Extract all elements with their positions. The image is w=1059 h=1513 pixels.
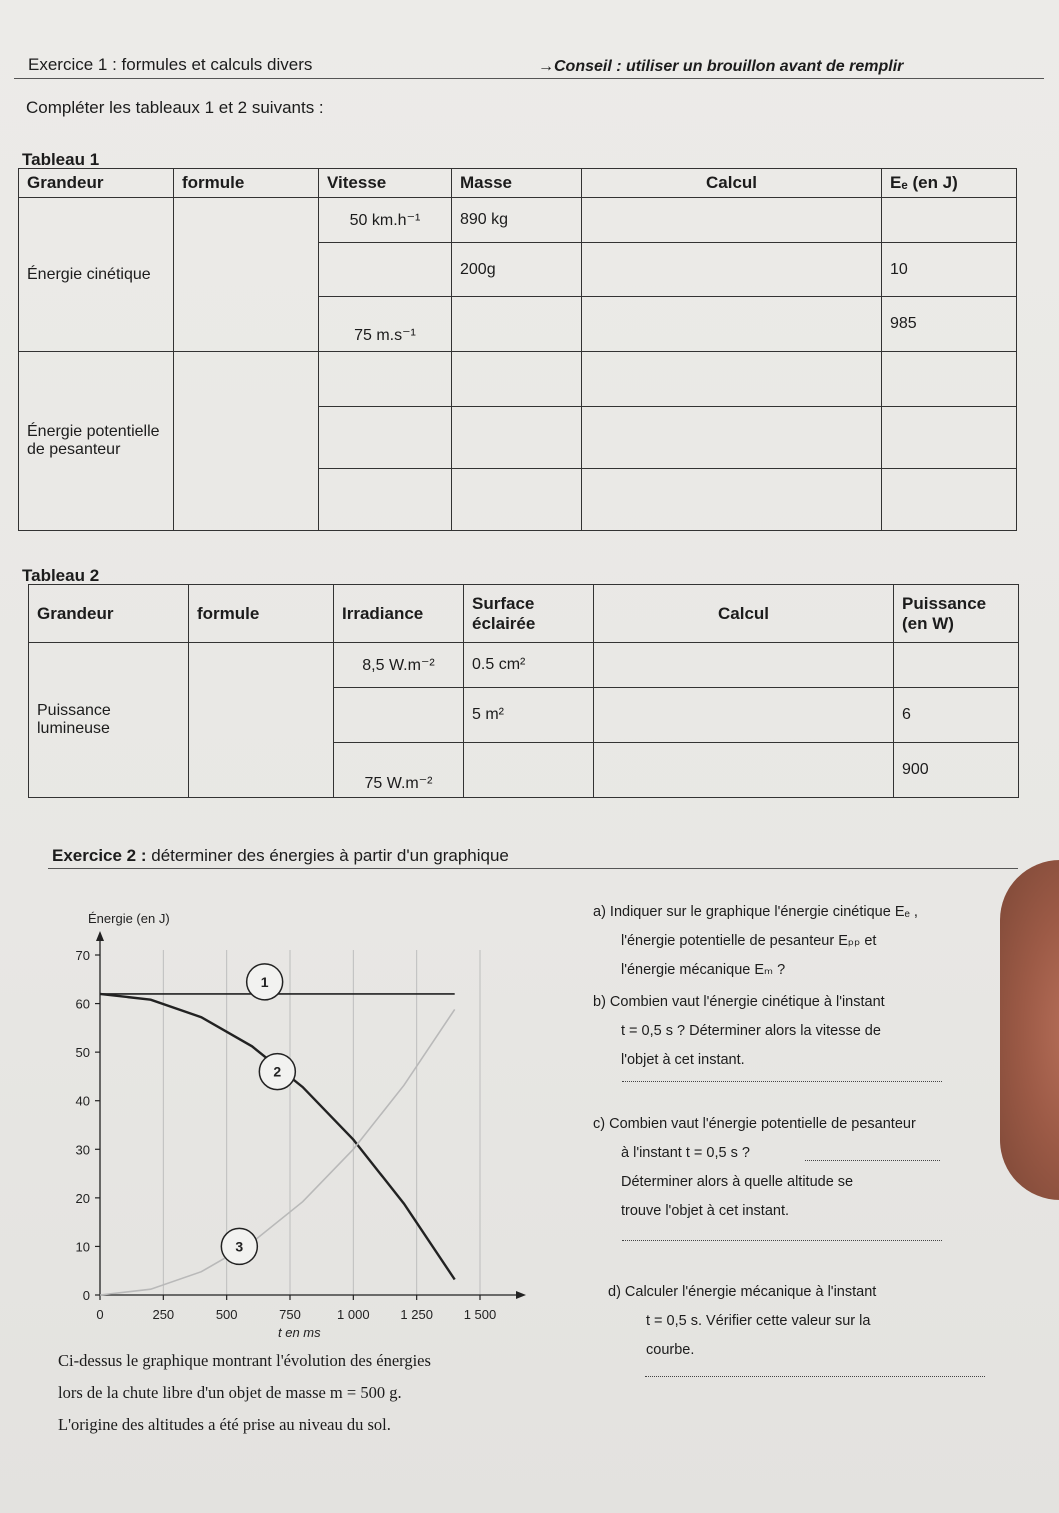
question-a bbox=[593, 898, 918, 985]
table-cell: 200g bbox=[452, 243, 582, 297]
table1-kinetic-formula[interactable] bbox=[174, 198, 319, 352]
table-cell[interactable] bbox=[882, 198, 1017, 243]
table2-header-formule: formule bbox=[189, 585, 334, 643]
series-line-2 bbox=[100, 994, 455, 1280]
y-axis-label: Énergie (en J) bbox=[88, 911, 170, 926]
table2-title: Tableau 2 bbox=[22, 566, 100, 585]
table-cell-empty[interactable] bbox=[594, 688, 894, 743]
table-cell: 5 m² bbox=[464, 688, 594, 743]
x-tick-label: 500 bbox=[215, 1307, 238, 1322]
question-d bbox=[608, 1278, 876, 1365]
table-cell-empty[interactable] bbox=[882, 407, 1017, 469]
x-tick-label: 1 000 bbox=[337, 1307, 370, 1322]
exercise1-instruction: Compléter les tableaux 1 et 2 suivants : bbox=[26, 98, 324, 117]
exercise1-title: Exercice 1 : formules et calculs divers bbox=[28, 55, 313, 74]
table-cell-empty[interactable] bbox=[319, 243, 452, 297]
table-cell: 50 km.h⁻¹ bbox=[319, 198, 452, 243]
table-cell-empty[interactable] bbox=[582, 198, 882, 243]
question-c-line3: Déterminer alors à quelle altitude se bbox=[621, 1174, 854, 1190]
table2-header-surface: Surface éclairée bbox=[464, 585, 594, 643]
table1-header-calcul: Calcul bbox=[582, 169, 882, 198]
finger-photo-edge bbox=[1000, 860, 1059, 1200]
answer-line-b[interactable] bbox=[622, 1081, 942, 1082]
question-a-line2: l'énergie potentielle de pesanteur Eₚₚ et bbox=[621, 933, 877, 949]
y-tick-label: 30 bbox=[75, 1142, 90, 1158]
chart-caption-line2: lors de la chute libre d'un objet de masse m = 500 g. bbox=[58, 1383, 402, 1402]
table2-label: Puissance lumineuse bbox=[29, 643, 189, 798]
chart-axes bbox=[95, 931, 526, 1300]
y-tick-label: 40 bbox=[75, 1093, 90, 1109]
question-c-line4: trouve l'objet à cet instant. bbox=[621, 1203, 790, 1219]
table-cell-empty[interactable] bbox=[452, 297, 582, 352]
x-tick-label: 1 250 bbox=[400, 1307, 433, 1322]
table-cell-empty[interactable] bbox=[452, 352, 582, 407]
table-cell-empty[interactable] bbox=[334, 688, 464, 743]
table-cell: 0.5 cm² bbox=[464, 643, 594, 688]
table-cell-empty[interactable] bbox=[452, 469, 582, 531]
table-cell-empty[interactable] bbox=[319, 469, 452, 531]
question-d-line1: d) Calculer l'énergie mécanique à l'instant bbox=[608, 1284, 877, 1300]
question-b-line3: l'objet à cet instant. bbox=[621, 1052, 745, 1068]
table-cell-empty[interactable] bbox=[464, 743, 594, 798]
chart-caption bbox=[58, 1345, 431, 1441]
table-cell: 75 m.s⁻¹ bbox=[319, 297, 452, 352]
table2-header-puissance: Puissance (en W) bbox=[894, 585, 1019, 643]
table-cell: 890 kg bbox=[452, 198, 582, 243]
table1-header-energie: Eₑ (en J) bbox=[882, 169, 1017, 198]
table2-formula[interactable] bbox=[189, 643, 334, 798]
table2 bbox=[28, 584, 1019, 798]
answer-line-c2[interactable] bbox=[622, 1240, 942, 1241]
table-cell-empty[interactable] bbox=[582, 352, 882, 407]
y-tick-label: 10 bbox=[75, 1239, 90, 1255]
table-cell-empty[interactable] bbox=[452, 407, 582, 469]
table-cell: 8,5 W.m⁻² bbox=[334, 643, 464, 688]
x-tick-label: 0 bbox=[96, 1307, 104, 1322]
series-marker-label: 1 bbox=[260, 973, 269, 990]
table1-header-masse: Masse bbox=[452, 169, 582, 198]
series-marker-label: 3 bbox=[235, 1238, 244, 1255]
table-cell: 6 bbox=[894, 688, 1019, 743]
table-cell-empty[interactable] bbox=[882, 469, 1017, 531]
question-b-line1: b) Combien vaut l'énergie cinétique à l'instant bbox=[593, 994, 885, 1010]
exercise1-tip: →Conseil : utiliser un brouillon avant de remplir bbox=[538, 58, 904, 75]
y-axis-arrow bbox=[96, 931, 104, 941]
chart-caption-line1: Ci-dessus le graphique montrant l'évolution des énergies bbox=[58, 1351, 431, 1370]
table-cell-empty[interactable] bbox=[582, 407, 882, 469]
exercise2-title-bold: Exercice 2 : bbox=[52, 846, 147, 865]
table2-header-grandeur: Grandeur bbox=[29, 585, 189, 643]
table2-header-irradiance: Irradiance bbox=[334, 585, 464, 643]
table-cell[interactable] bbox=[894, 643, 1019, 688]
x-tick-label: 1 500 bbox=[463, 1307, 497, 1322]
table-cell-empty[interactable] bbox=[594, 643, 894, 688]
question-b bbox=[593, 988, 885, 1075]
exercise2-title bbox=[52, 846, 509, 866]
table-cell-empty[interactable] bbox=[594, 743, 894, 798]
table-cell-empty[interactable] bbox=[582, 243, 882, 297]
energy-chart bbox=[40, 900, 560, 1340]
question-d-line3: courbe. bbox=[646, 1342, 695, 1358]
table1-header-formule: formule bbox=[174, 169, 319, 198]
table-cell-empty[interactable] bbox=[582, 297, 882, 352]
question-c-line2: à l'instant t = 0,5 s ? bbox=[621, 1145, 750, 1161]
table1-potential-formula[interactable] bbox=[174, 352, 319, 531]
table1-title: Tableau 1 bbox=[22, 150, 100, 169]
answer-line-d[interactable] bbox=[645, 1376, 985, 1377]
y-tick-label: 70 bbox=[75, 948, 90, 963]
question-c bbox=[593, 1110, 916, 1226]
header-rule bbox=[14, 78, 1044, 79]
y-tick-label: 60 bbox=[75, 996, 90, 1012]
question-b-line2: t = 0,5 s ? Déterminer alors la vitesse de bbox=[621, 1023, 881, 1039]
question-a-line3: l'énergie mécanique Eₘ ? bbox=[621, 962, 786, 978]
chart-labels bbox=[76, 911, 497, 1340]
table-cell: 900 bbox=[894, 743, 1019, 798]
table2-header-calcul: Calcul bbox=[594, 585, 894, 643]
table1 bbox=[18, 168, 1017, 531]
y-tick-label: 50 bbox=[75, 1045, 90, 1061]
question-a-line1: a) Indiquer sur le graphique l'énergie cinétique Eₑ , bbox=[593, 904, 918, 920]
answer-line-c1[interactable] bbox=[805, 1160, 940, 1161]
table1-header-vitesse: Vitesse bbox=[319, 169, 452, 198]
question-c-line1: c) Combien vaut l'énergie potentielle de pesanteur bbox=[593, 1116, 916, 1132]
table-cell-empty[interactable] bbox=[319, 352, 452, 407]
chart-series bbox=[100, 994, 455, 1295]
question-d-line2: t = 0,5 s. Vérifier cette valeur sur la bbox=[646, 1313, 871, 1329]
x-tick-label: 750 bbox=[279, 1307, 301, 1322]
table1-potential-label: Énergie potentielle de pesanteur bbox=[19, 352, 174, 531]
x-axis-arrow bbox=[516, 1291, 526, 1299]
x-tick-label: 250 bbox=[152, 1307, 175, 1322]
chart-grid bbox=[163, 950, 480, 1295]
exercise2-rule bbox=[48, 868, 1018, 869]
table-cell: 985 bbox=[882, 297, 1017, 352]
table-cell: 75 W.m⁻² bbox=[334, 743, 464, 798]
chart-caption-line3: L'origine des altitudes a été prise au niveau du sol. bbox=[58, 1415, 391, 1434]
table-cell-empty[interactable] bbox=[319, 407, 452, 469]
table1-kinetic-label: Énergie cinétique bbox=[19, 198, 174, 352]
table-cell-empty[interactable] bbox=[882, 352, 1017, 407]
series-line-3 bbox=[100, 1009, 455, 1295]
table-cell-empty[interactable] bbox=[582, 469, 882, 531]
table-cell: 10 bbox=[882, 243, 1017, 297]
y-tick-label: 20 bbox=[75, 1190, 90, 1206]
table1-header-grandeur: Grandeur bbox=[19, 169, 174, 198]
series-marker-label: 2 bbox=[273, 1063, 282, 1080]
exercise2-title-rest: déterminer des énergies à partir d'un graphique bbox=[146, 846, 509, 865]
y-tick-label: 0 bbox=[82, 1288, 90, 1303]
x-axis-label: t en ms bbox=[278, 1325, 321, 1340]
